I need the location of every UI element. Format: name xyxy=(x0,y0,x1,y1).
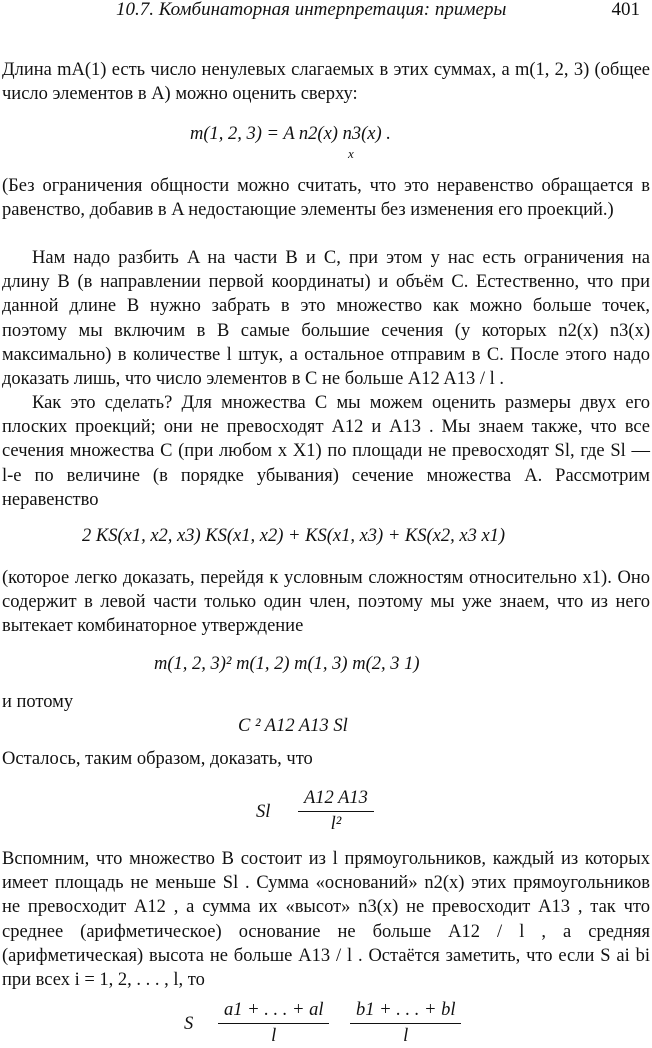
formula-5-denominator: l² xyxy=(330,814,342,834)
formula-5-numerator: A12 A13 xyxy=(298,786,374,812)
paragraph-8: Вспомним, что множество B состоит из l прямоугольников, каждый из которых имеет площадь не меньше Sl . Сумма «оснований» n2(x) этих прямоугольников не превосходит A12 , а сумма их «высот» n3(x) не превосходит A13 , так что среднее (арифметическое) основание не больше A12 / l , а средняя (арифметическая) высота не больше A13 / l . Остаётся заметить, что если S ai bi при всех i = 1, 2, . . . , l, то xyxy=(2,849,650,991)
formula-1: m(1, 2, 3) = A n2(x) n3(x) . xyxy=(190,124,391,144)
paragraph-3: Нам надо разбить A на части B и C, при этом у нас есть ограничения на длину B (в направлении первой координаты) и объём C. Естественно, что при данной длине B нужно забрать в это множество как можно больше точек, поэтому мы включим в B самые большие сечения (у которых n2(x) n3(x) максимально) в количестве l штук, а остальное отправим в C. После этого надо доказать лишь, что число элементов в C не больше A12 A13 / l . xyxy=(2,248,650,390)
formula-6-fraction-b xyxy=(350,998,461,1048)
paragraph-6: и потому xyxy=(2,692,74,712)
paragraph-7: Осталось, таким образом, доказать, что xyxy=(2,749,313,769)
page-number: 401 xyxy=(611,0,640,20)
running-header-title: 10.7. Комбинаторная интерпретация: примеры xyxy=(116,0,507,20)
formula-6-fraction-a xyxy=(218,998,329,1048)
formula-6-numerator-a: a1 + . . . + al xyxy=(218,998,329,1024)
formula-5-fraction xyxy=(298,786,374,836)
formula-5-lhs: Sl xyxy=(256,802,271,822)
paragraph-5: (которое легко доказать, перейдя к условным сложностям относительно x1). Оно содержит в левой части только один член, поэтому мы уже знаем, что из него вытекает комбинаторное утверждение xyxy=(2,568,650,637)
paragraph-2: (Без ограничения общности можно считать, что это неравенство обращается в равенство, добавив в A недостающие элементы без изменения его проекций.) xyxy=(2,176,650,221)
formula-1-sum-index: x xyxy=(348,146,354,161)
formula-4: C ² A12 A13 Sl xyxy=(238,716,348,736)
paragraph-1: Длина mA(1) есть число ненулевых слагаемых в этих суммах, а m(1, 2, 3) (общее число элементов в A) можно оценить сверху: xyxy=(2,60,650,105)
formula-6-lhs: S xyxy=(184,1014,194,1034)
formula-6-numerator-b: b1 + . . . + bl xyxy=(350,998,461,1024)
paragraph-4: Как это сделать? Для множества C мы можем оценить размеры двух его плоских проекций; они не превосходят A12 и A13 . Мы знаем также, что все сечения множества C (при любом x X1) по площади не превосходят Sl, где Sl — l-е по величине (в порядке убывания) сечение множества A. Рассмотрим неравенство xyxy=(2,393,650,510)
formula-2: 2 KS(x1, x2, x3) KS(x1, x2) + KS(x1, x3) + KS(x2, x3 x1) xyxy=(82,526,506,546)
formula-3: m(1, 2, 3)² m(1, 2) m(1, 3) m(2, 3 1) xyxy=(154,654,420,674)
formula-6-denominator-a: l xyxy=(271,1026,277,1046)
formula-6-denominator-b: l xyxy=(403,1026,409,1046)
